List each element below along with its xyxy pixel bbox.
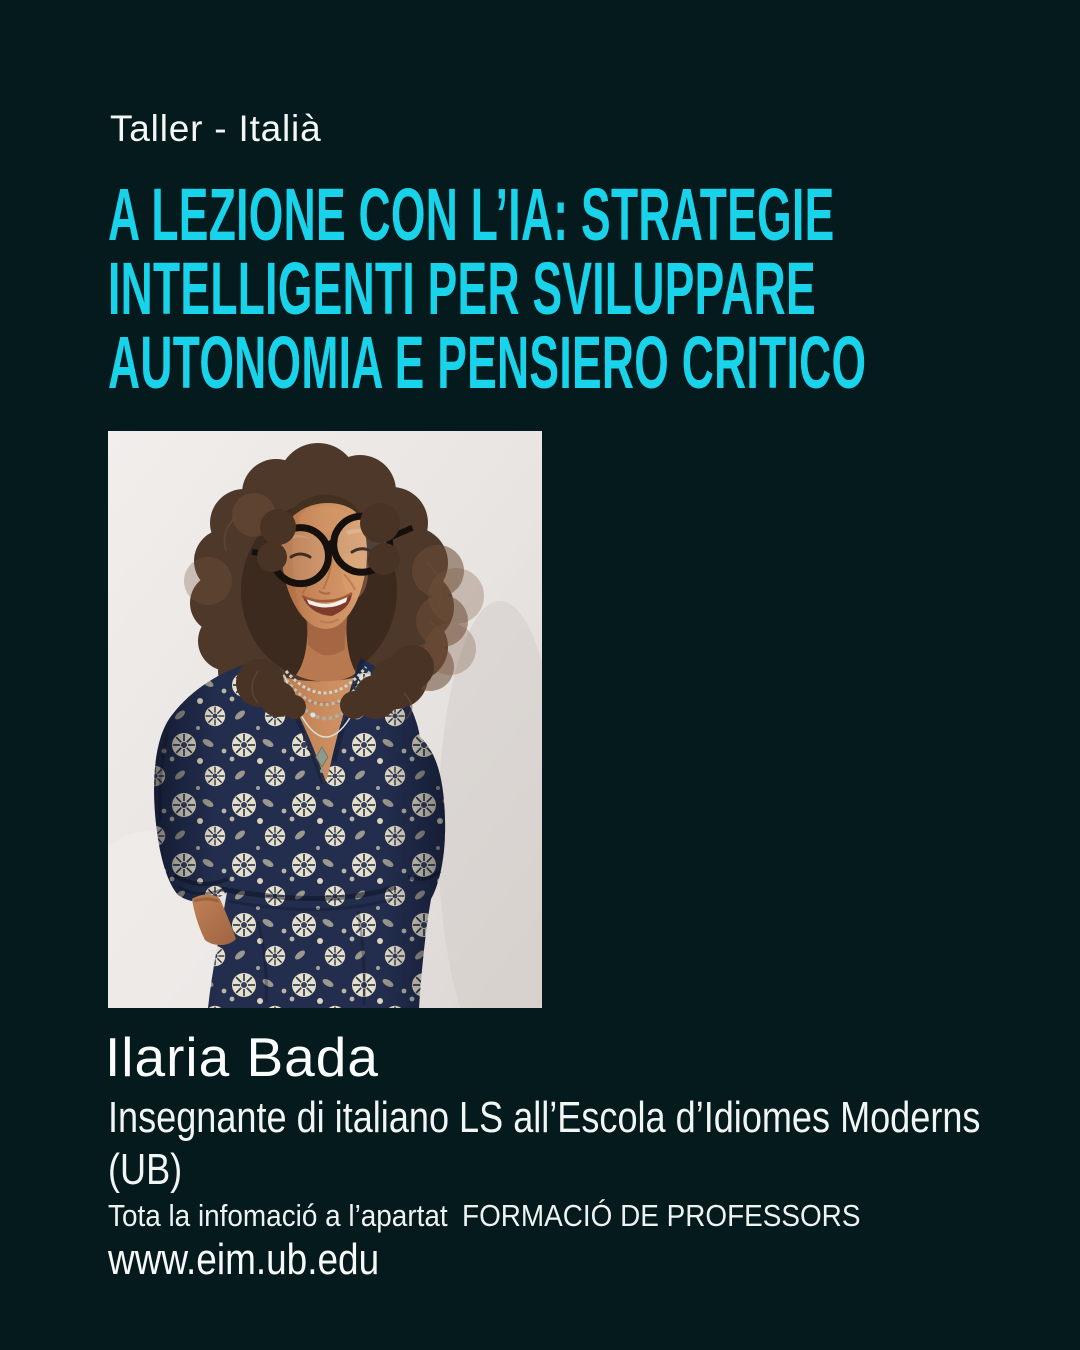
- speaker-role-line: Insegnante di italiano LS all’Escola d’Idiomes Moderns: [108, 1093, 981, 1142]
- footer-url: www.eim.ub.edu: [108, 1235, 380, 1284]
- speaker-role: [108, 1092, 1080, 1196]
- speaker-photo: [108, 431, 542, 1008]
- footer-info-prefix: Tota la infomació a l’apartat: [108, 1198, 448, 1233]
- event-title: [108, 173, 1080, 404]
- event-title-line: A LEZIONE CON L’IA: STRATEGIE: [108, 173, 835, 256]
- event-category-label: Taller - Italià: [110, 108, 322, 149]
- event-title-line: INTELLIGENTI PER SVILUPPARE: [108, 247, 816, 330]
- event-title-line: AUTONOMIA E PENSIERO CRITICO: [108, 321, 867, 404]
- footer-info: [108, 1198, 860, 1234]
- speaker-portrait-illustration: [108, 431, 542, 1008]
- speaker-role-line: (UB): [108, 1145, 183, 1194]
- footer-info-section: FORMACIÓ DE PROFESSORS: [462, 1198, 861, 1233]
- speaker-name: Ilaria Bada: [105, 1026, 379, 1088]
